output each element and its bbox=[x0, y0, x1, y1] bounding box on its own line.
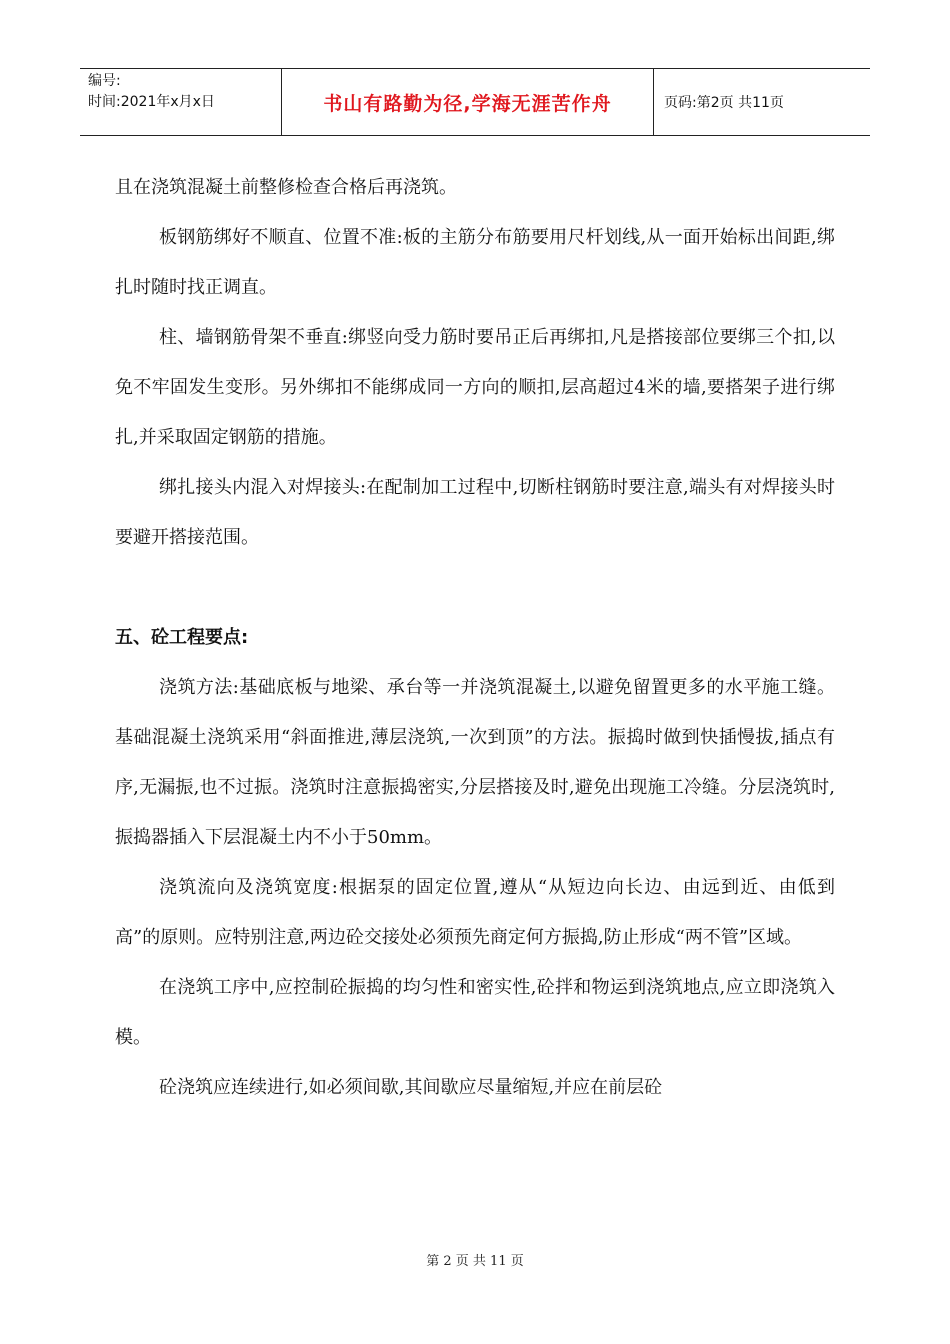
section-title: 五、砼工程要点: bbox=[115, 627, 249, 648]
header-meta bbox=[80, 69, 282, 135]
paragraph: 浇筑流向及浇筑宽度:根据泵的固定位置,遵从“从短边向长边、由远到近、由低到高”的原则。应特别注意,两边砼交接处必须预先商定何方振捣,防止形成“两不管”区域。 bbox=[115, 877, 835, 948]
document-time-label: 时间:2021年x月x日 bbox=[88, 94, 215, 110]
document-header bbox=[80, 68, 870, 136]
header-page-label: 页码:第2页 共11页 bbox=[664, 95, 784, 111]
document-body bbox=[115, 163, 835, 1113]
page-footer bbox=[0, 1250, 950, 1269]
header-motto: 书山有路勤为径,学海无涯苦作舟 bbox=[323, 92, 612, 115]
footer-page-number: 第 2 页 共 11 页 bbox=[426, 1254, 524, 1269]
header-motto-cell bbox=[282, 69, 654, 135]
paragraph: 浇筑方法:基础底板与地梁、承台等一并浇筑混凝土,以避免留置更多的水平施工缝。基础混凝土浇筑采用“斜面推进,薄层浇筑,一次到顶”的方法。振捣时做到快插慢拔,插点有序,无漏振,也不过振。浇筑时注意振捣密实,分层搭接及时,避免出现施工冷缝。分层浇筑时,振捣器插入下层混凝土内不小于50mm。 bbox=[115, 677, 835, 848]
paragraph: 砼浇筑应连续进行,如必须间歇,其间歇应尽量缩短,并应在前层砼 bbox=[159, 1077, 663, 1098]
document-number-label: 编号: bbox=[88, 73, 121, 89]
paragraph: 且在浇筑混凝土前整修检查合格后再浇筑。 bbox=[115, 177, 457, 198]
paragraph: 板钢筋绑好不顺直、位置不准:板的主筋分布筋要用尺杆划线,从一面开始标出间距,绑扎时随时找正调直。 bbox=[115, 227, 835, 298]
header-page-cell bbox=[654, 69, 870, 135]
paragraph: 柱、墙钢筋骨架不垂直:绑竖向受力筋时要吊正后再绑扣,凡是搭接部位要绑三个扣,以免不牢固发生变形。另外绑扣不能绑成同一方向的顺扣,层高超过4米的墙,要搭架子进行绑扎,并采取固定钢筋的措施。 bbox=[115, 327, 835, 448]
section-gap bbox=[115, 563, 835, 613]
paragraph: 在浇筑工序中,应控制砼振捣的均匀性和密实性,砼拌和物运到浇筑地点,应立即浇筑入模。 bbox=[115, 977, 835, 1048]
paragraph: 绑扎接头内混入对焊接头:在配制加工过程中,切断柱钢筋时要注意,端头有对焊接头时要避开搭接范围。 bbox=[115, 477, 835, 548]
